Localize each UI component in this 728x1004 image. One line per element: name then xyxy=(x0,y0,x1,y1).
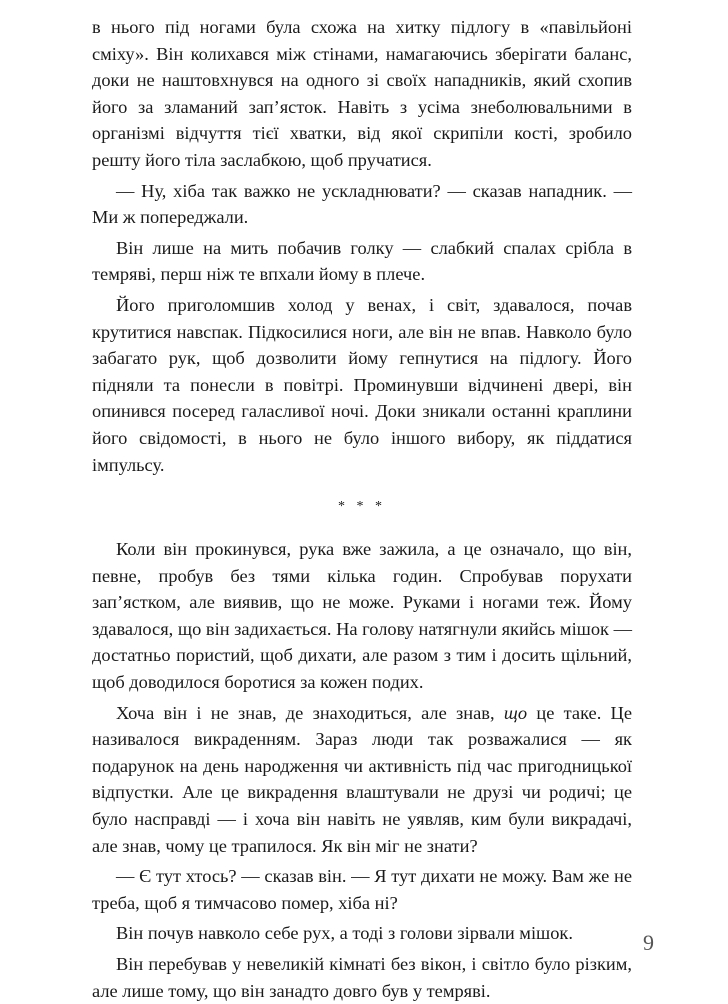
section-separator: * * * xyxy=(338,499,386,515)
paragraph-1: в нього під ногами була схожа на хитку підлогу в «павільйоні сміху». Він колихався між стінами, намагаючись зберігати баланс, доки не наштовхнувся на одного зі своїх нападників, який схопив його за зламаний зап’ясток. Навіть з усіма знеболювальними в організмі відчуття тієї хватки, від якої скрипіли кості, зробило решту його тіла заслабкою, щоб пручатися. xyxy=(92,17,632,170)
book-page-body xyxy=(92,14,632,1004)
paragraph-8: Він почув навколо себе рух, а тоді з голови зірвали мішок. xyxy=(116,923,573,944)
paragraph-3: Він лише на мить побачив голку — слабкий спалах срібла в темряві, перш ніж те впхали йому в плече. xyxy=(92,237,632,285)
paragraph-4: Його приголомшив холод у венах, і світ, здавалося, почав крутитися навспак. Підкосилися ноги, але він не впав. Навколо було забагато рук, щоб дозволити йому гепнутися на підлогу. Його підняли та понесли в повітрі. Проминувши відчинені двері, він опинився посеред галасливої ночі. Доки зникали останні краплини його свідомості, в нього не було іншого вибору, як піддатися імпульсу. xyxy=(92,294,632,475)
paragraph-6 xyxy=(92,700,632,860)
page-number: 9 xyxy=(643,930,654,955)
paragraph-5: Коли він прокинувся, рука вже зажила, а це означало, що він, певне, пробув без тями кілька годин. Спробував порухати зап’ястком, але виявив, що не може. Руками і ногами теж. Йому здавалося, що він задихається. На голову натягнули якийсь мішок — достатньо пористий, щоб дихати, але разом з тим і досить щільний, щоб доводилося боротися за кожен подих. xyxy=(92,539,632,693)
paragraph-2: — Ну, хіба так важко не ускладнювати? — сказав нападник. — Ми ж попереджали. xyxy=(92,180,632,228)
paragraph-9: Він перебував у невеликій кімнаті без вікон, і світло було різким, але лише тому, що він занадто довго був у темряві. xyxy=(92,954,632,1001)
paragraph-7: — Є тут хтось? — сказав він. — Я тут дихати не можу. Вам же не треба, щоб я тимчасово помер, хіба ні? xyxy=(92,866,632,913)
paragraph-6-part-1: Хоча він і не знав, де знаходиться, але знав, xyxy=(116,702,504,723)
paragraph-6-part-2: це таке. Це називалося викраденням. Зараз люди так розважалися — як подарунок на день народження чи активність під час пригодницької відпустки. Але це викрадення влаштували не друзі чи родичі; це було насправді — і хоча він навіть не уявляв, ким були викрадачі, але знав, чому це трапилося. Як він міг не знати? xyxy=(92,702,633,856)
paragraph-6-emphasis: що xyxy=(503,702,528,723)
